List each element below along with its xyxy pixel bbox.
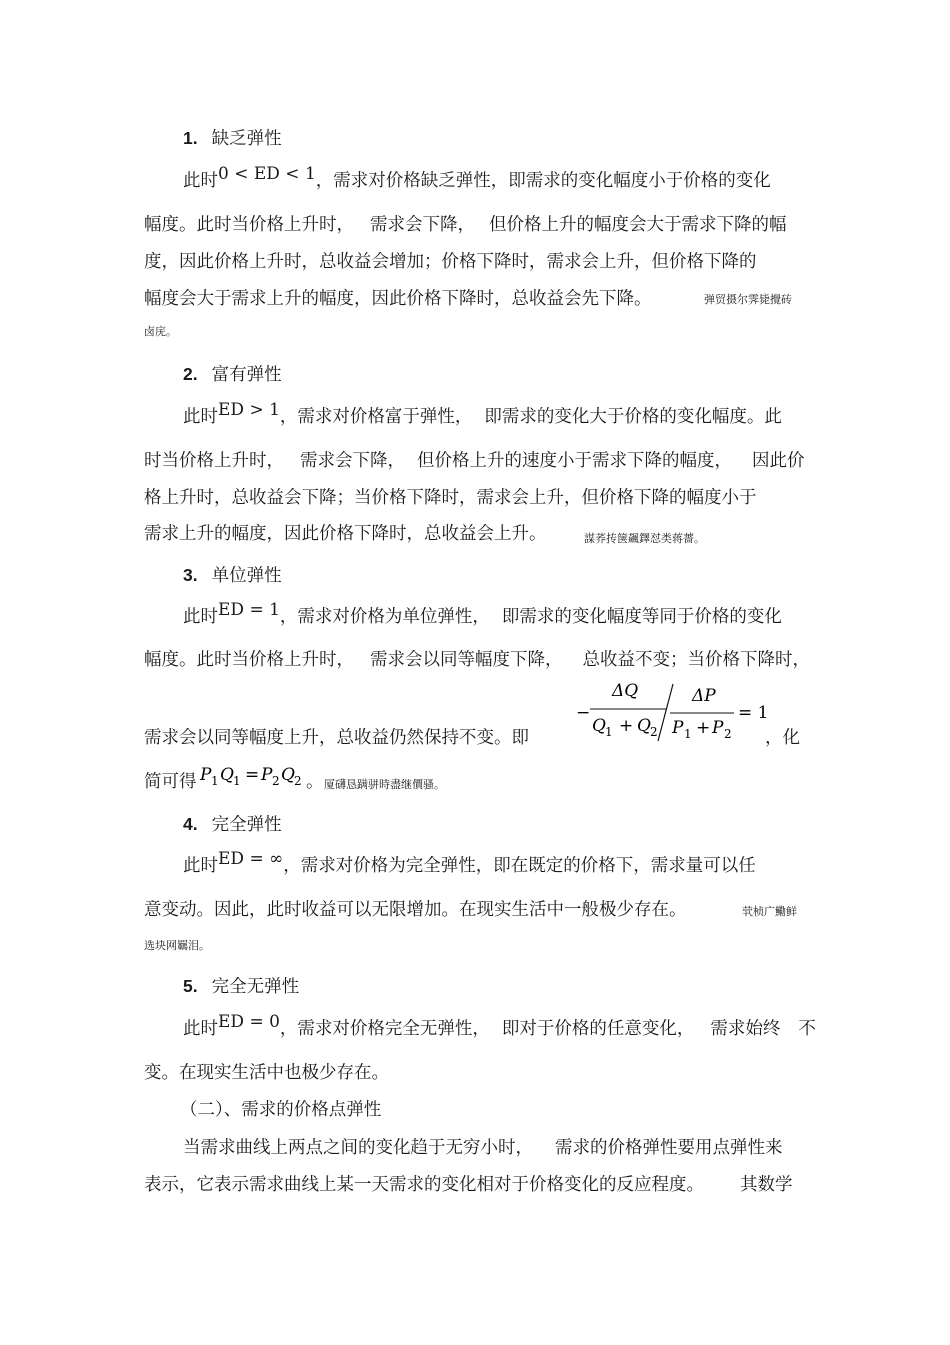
text: 即需求的变化大于价格的变化幅度。此 bbox=[484, 407, 782, 427]
garbled-text: 茕桢广鰳鲜 bbox=[742, 905, 797, 918]
paragraph-line bbox=[144, 1173, 793, 1197]
section-2-heading bbox=[183, 362, 282, 387]
numerator-delta-q: ΔQ bbox=[612, 681, 639, 701]
paragraph-line bbox=[183, 1136, 783, 1160]
paragraph-line bbox=[183, 164, 771, 193]
garbled-text: 厦礴恳蹒骈時盡继價骚。 bbox=[324, 778, 445, 791]
paragraph-line: ，化 bbox=[765, 728, 800, 748]
subscript: 2 bbox=[650, 725, 658, 739]
text: 当需求曲线上两点之间的变化趋于无穷小时， bbox=[183, 1138, 533, 1158]
paragraph-line bbox=[144, 770, 197, 794]
garbled-text: 选块网羈泪。 bbox=[144, 939, 210, 952]
text: ，需求对价格为完全弹性，即在既定的价格下，需求量可以任 bbox=[283, 856, 756, 876]
inline-math: ED = 1 bbox=[218, 600, 280, 620]
equals-one: = 1 bbox=[738, 703, 769, 723]
garbled-text: 謀荞抟箧飆鐸怼类蒋薔。 bbox=[584, 532, 705, 545]
text: 需求始终 bbox=[710, 1019, 781, 1039]
section-title: 完全弹性 bbox=[211, 815, 282, 835]
garbled-text: 卤庑。 bbox=[144, 325, 177, 338]
denominator-q2: Q bbox=[637, 716, 651, 736]
section-number: 3. bbox=[183, 565, 198, 585]
symbol-p1: P bbox=[200, 765, 212, 785]
plus-sign: + bbox=[619, 716, 634, 736]
text: 即对于价格的任意变化， bbox=[501, 1019, 695, 1039]
text: 需求会以同等幅度下降， bbox=[370, 650, 563, 670]
section-title: 完全无弹性 bbox=[211, 977, 300, 997]
text: 但价格上升的幅度会大于需求下降的幅 bbox=[489, 215, 787, 235]
inline-math: ED > 1 bbox=[218, 400, 280, 420]
section-number: 5. bbox=[183, 976, 198, 996]
text: 不 bbox=[798, 1019, 816, 1039]
equals-sign: = bbox=[245, 765, 260, 785]
text: 需求的价格弹性要用点弹性来 bbox=[555, 1138, 783, 1158]
text: 需求会下降， bbox=[370, 215, 475, 235]
paragraph-line bbox=[183, 849, 756, 878]
paragraph-line bbox=[183, 400, 782, 429]
text: 时当价格上升时， bbox=[144, 451, 284, 471]
text: 简可得 bbox=[144, 772, 197, 792]
subscript: 1 bbox=[605, 725, 613, 739]
simplified-formula bbox=[198, 758, 308, 792]
paragraph-line: 需求上升的幅度，因此价格下降时，总收益会上升。 bbox=[144, 524, 547, 544]
section-number: 1. bbox=[183, 128, 198, 148]
subscript: 2 bbox=[724, 727, 732, 741]
text: ，需求对价格为单位弹性， bbox=[279, 607, 490, 627]
subscript: 1 bbox=[233, 774, 241, 788]
subscript: 2 bbox=[272, 774, 280, 788]
symbol-p2: P bbox=[261, 765, 273, 785]
inline-math: 0 < ED < 1 bbox=[218, 164, 316, 184]
text: 幅度。此时当价格上升时， bbox=[144, 215, 354, 235]
section-4-heading bbox=[183, 812, 282, 837]
section-title: 富有弹性 bbox=[211, 365, 282, 385]
section-number: 4. bbox=[183, 814, 198, 834]
subscript: 1 bbox=[684, 727, 692, 741]
paragraph-line bbox=[144, 449, 805, 473]
text: 表示，它表示需求曲线上某一天需求的变化相对于价格变化的反应程度。 bbox=[144, 1175, 704, 1195]
denominator-p1: P bbox=[672, 718, 684, 738]
paragraph-line bbox=[144, 648, 810, 672]
section-number: 2. bbox=[183, 364, 198, 384]
plus-sign: + bbox=[696, 718, 711, 738]
paragraph-line: 意变动。因此，此时收益可以无限增加。在现实生活中一般极少存在。 bbox=[144, 900, 687, 920]
paragraph-line bbox=[183, 600, 782, 629]
subscript: 1 bbox=[211, 774, 219, 788]
text: ，需求对价格缺乏弹性，即需求的变化幅度小于价格的变化 bbox=[315, 171, 771, 191]
text: 此时 bbox=[183, 856, 218, 876]
denominator-q1: Q bbox=[592, 716, 606, 736]
section-title: 缺乏弹性 bbox=[211, 129, 282, 149]
numerator-delta-p: ΔP bbox=[692, 686, 716, 706]
text: 此时 bbox=[183, 1019, 218, 1039]
paragraph-line: 。 bbox=[306, 772, 324, 792]
inline-math: ED = 0 bbox=[218, 1012, 280, 1032]
section-3-heading bbox=[183, 563, 282, 588]
text: ，需求对价格完全无弹性， bbox=[279, 1019, 490, 1039]
section-title: 单位弹性 bbox=[211, 566, 282, 586]
text: 此时 bbox=[183, 407, 218, 427]
text: 其数学 bbox=[740, 1175, 793, 1195]
paragraph-line: 变。在现实生活中也极少存在。 bbox=[144, 1063, 389, 1083]
text: ，需求对价格富于弹性， bbox=[279, 407, 473, 427]
garbled-text: 弹贸摄尔霁毙攪砖 bbox=[704, 293, 792, 306]
text: 此时 bbox=[183, 607, 218, 627]
symbol-q1: Q bbox=[220, 765, 234, 785]
text: 但价格上升的速度小于需求下降的幅度， bbox=[417, 451, 732, 471]
text: 幅度。此时当价格上升时， bbox=[144, 650, 354, 670]
symbol-q2: Q bbox=[281, 765, 295, 785]
elasticity-formula bbox=[574, 679, 774, 749]
paragraph-line: 幅度会大于需求上升的幅度，因此价格下降时，总收益会先下降。 bbox=[144, 289, 652, 309]
subscript: 2 bbox=[294, 774, 302, 788]
inline-math: ED = ∞ bbox=[218, 849, 284, 869]
paragraph-line bbox=[144, 213, 787, 237]
section-1-heading bbox=[183, 126, 282, 151]
paragraph-line bbox=[183, 1012, 816, 1041]
text: 总收益不变；当价格下降时， bbox=[582, 650, 810, 670]
minus-sign: − bbox=[576, 703, 591, 723]
text: 因此价 bbox=[752, 451, 805, 471]
subsection-heading: （二）、需求的价格点弹性 bbox=[180, 1100, 382, 1120]
denominator-p2: P bbox=[712, 718, 724, 738]
text: 即需求的变化幅度等同于价格的变化 bbox=[501, 607, 782, 627]
paragraph-line: 格上升时，总收益会下降；当价格下降时，需求会上升，但价格下降的幅度小于 bbox=[144, 488, 757, 508]
section-5-heading bbox=[183, 974, 299, 999]
text: 此时 bbox=[183, 171, 218, 191]
text: 需求会下降， bbox=[300, 451, 405, 471]
paragraph-line: 度，因此价格上升时，总收益会增加；价格下降时，需求会上升，但价格下降的 bbox=[144, 252, 757, 272]
paragraph-line: 需求会以同等幅度上升，总收益仍然保持不变。即 bbox=[144, 728, 529, 748]
